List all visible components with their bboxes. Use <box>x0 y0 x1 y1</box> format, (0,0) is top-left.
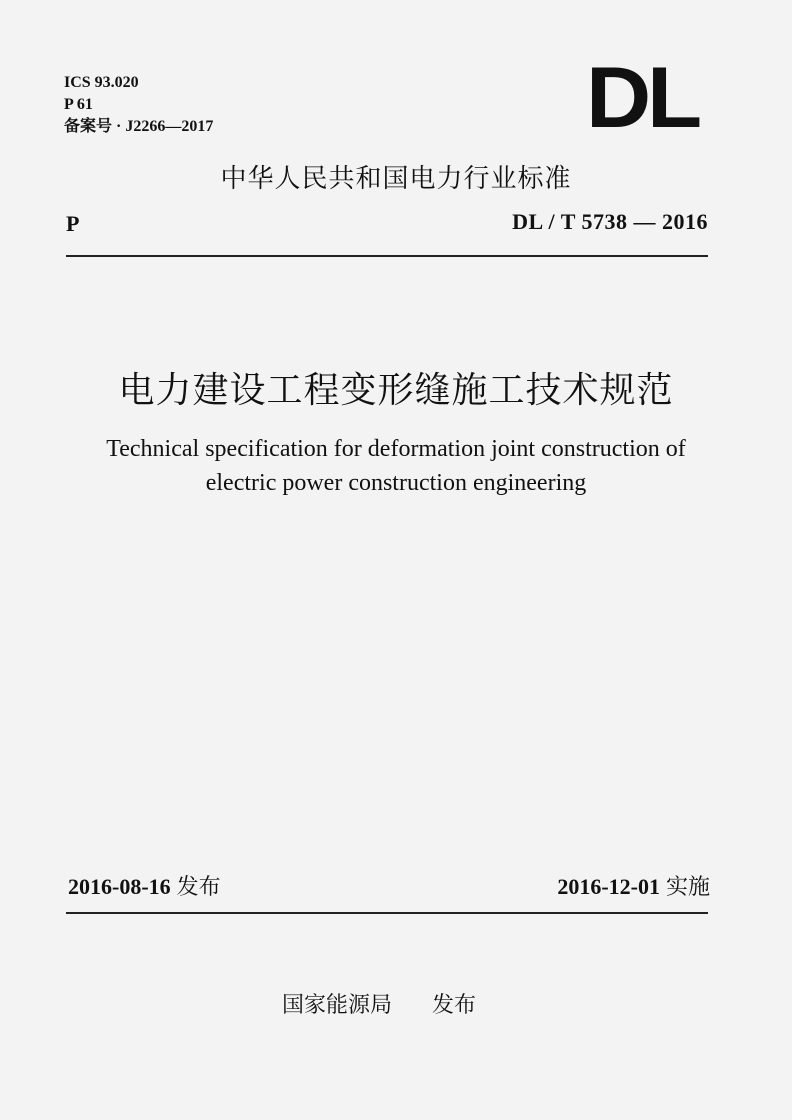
english-title-line2: electric power construction engineering <box>205 470 587 496</box>
filing-number: 备案号 · J2266—2017 <box>64 118 214 135</box>
effective-date-block <box>557 870 710 901</box>
classification-code: P <box>66 211 80 236</box>
ccs-code: P 61 <box>64 96 93 113</box>
effective-label: 实施 <box>665 875 710 900</box>
publisher-line <box>282 988 476 1019</box>
english-title-line1: Technical specification for deformation joint construction of <box>106 436 686 462</box>
issue-date: 2016-08-16 <box>68 874 171 899</box>
dl-logo: DL <box>586 50 698 146</box>
standard-number: DL / T 5738 — 2016 <box>512 209 708 234</box>
publisher-name: 国家能源局 <box>282 993 393 1018</box>
issue-label: 发布 <box>176 875 221 900</box>
ics-code: ICS 93.020 <box>64 74 139 91</box>
publisher-action: 发布 <box>432 993 477 1018</box>
industry-standard-heading: 中华人民共和国电力行业标准 <box>220 164 572 194</box>
bottom-divider <box>66 912 708 914</box>
effective-date: 2016-12-01 <box>557 874 660 899</box>
issue-date-block <box>68 870 221 901</box>
chinese-title: 电力建设工程变形缝施工技术规范 <box>118 370 674 411</box>
top-divider <box>66 255 708 257</box>
